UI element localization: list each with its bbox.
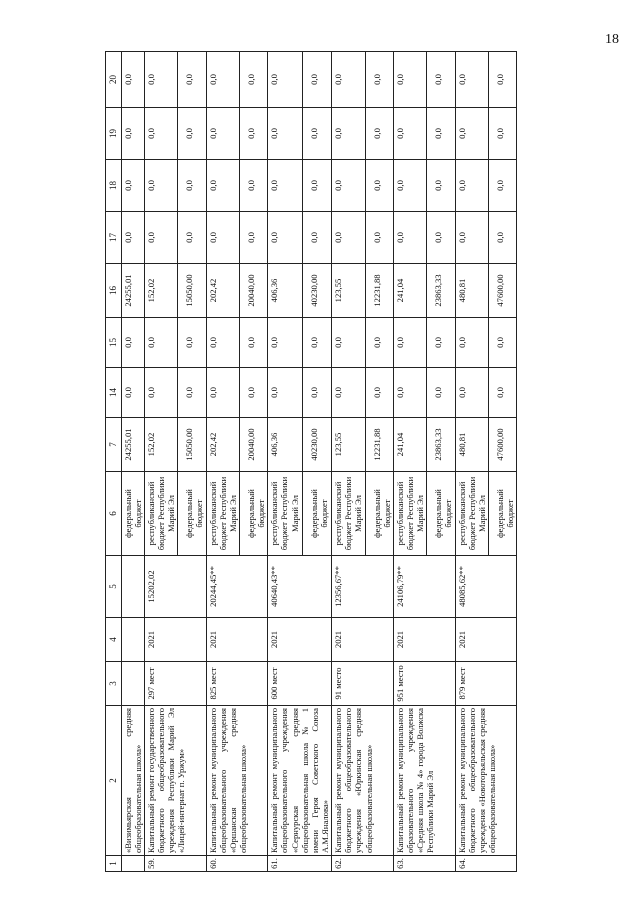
header-cell: 5	[106, 556, 122, 618]
funding-source-cell: федеральный бюджет	[121, 472, 144, 556]
value-col16-cell: 202,42	[206, 264, 239, 318]
value-col14-cell: 0,0	[393, 368, 426, 418]
year-cell: 2021	[393, 618, 455, 662]
header-cell: 6	[106, 472, 122, 556]
value-col7-cell: 15050,00	[178, 418, 206, 472]
funding-source-cell: республиканский бюджет Республики Марий Эл	[206, 472, 239, 556]
value-col7-cell: 152,02	[144, 418, 177, 472]
value-col20-cell: 0,0	[488, 52, 516, 108]
value-col7-cell: 241,04	[393, 418, 426, 472]
value-col19-cell: 0,0	[365, 108, 393, 160]
value-col17-cell: 0,0	[365, 212, 393, 264]
table-body	[121, 52, 517, 872]
funding-source-cell: республиканский бюджет Республики Марий Эл	[455, 472, 488, 556]
table-row	[206, 52, 239, 872]
cost-cell: 40640,43**	[268, 556, 332, 618]
value-col16-cell: 241,04	[393, 264, 426, 318]
funding-source-cell: республиканский бюджет Республики Марий Эл	[144, 472, 177, 556]
value-col15-cell: 0,0	[332, 318, 365, 368]
value-col19-cell: 0,0	[268, 108, 303, 160]
header-cell: 19	[106, 108, 122, 160]
table-row	[332, 52, 365, 872]
value-col14-cell: 0,0	[144, 368, 177, 418]
row-number-cell: 59.	[144, 856, 206, 872]
funding-source-cell: республиканский бюджет Республики Марий Эл	[332, 472, 365, 556]
value-col18-cell: 0,0	[178, 160, 206, 212]
value-col7-cell: 40230,00	[302, 418, 331, 472]
value-col7-cell: 406,36	[268, 418, 303, 472]
object-name-cell: Капитальный ремонт государственного бюджетного общеобразовательного учреждения Республики Марий Эл «Лицей-интернат п. Уржум»	[144, 706, 206, 856]
header-cell: 14	[106, 368, 122, 418]
value-col14-cell: 0,0	[240, 368, 268, 418]
year-cell: 2021	[144, 618, 206, 662]
value-col18-cell: 0,0	[121, 160, 144, 212]
value-col14-cell: 0,0	[427, 368, 455, 418]
funding-source-cell: республиканский бюджет Республики Марий Эл	[268, 472, 303, 556]
value-col14-cell: 0,0	[365, 368, 393, 418]
value-col17-cell: 0,0	[488, 212, 516, 264]
value-col7-cell: 202,42	[206, 418, 239, 472]
value-col15-cell: 0,0	[206, 318, 239, 368]
value-col17-cell: 0,0	[302, 212, 331, 264]
value-col17-cell: 0,0	[455, 212, 488, 264]
capacity-cell: 825 мест	[206, 662, 268, 706]
object-name-cell: Капитальный ремонт муниципального бюджетного общеобразовательного учреждения «Новоторъяльская средняя общеобразовательная школа»	[455, 706, 517, 856]
funding-source-cell: федеральный бюджет	[240, 472, 268, 556]
value-col7-cell: 12231,88	[365, 418, 393, 472]
value-col7-cell: 20040,00	[240, 418, 268, 472]
value-col19-cell: 0,0	[178, 108, 206, 160]
value-col18-cell: 0,0	[488, 160, 516, 212]
table-row	[268, 52, 303, 872]
table-row	[144, 52, 177, 872]
header-cell: 18	[106, 160, 122, 212]
value-col18-cell: 0,0	[427, 160, 455, 212]
funding-source-cell: федеральный бюджет	[178, 472, 206, 556]
value-col16-cell: 406,36	[268, 264, 303, 318]
header-cell: 16	[106, 264, 122, 318]
value-col16-cell: 480,81	[455, 264, 488, 318]
value-col20-cell: 0,0	[178, 52, 206, 108]
year-cell	[121, 618, 144, 662]
value-col17-cell: 0,0	[178, 212, 206, 264]
value-col14-cell: 0,0	[302, 368, 331, 418]
capacity-cell: 951 место	[393, 662, 455, 706]
header-cell: 7	[106, 418, 122, 472]
value-col19-cell: 0,0	[427, 108, 455, 160]
value-col7-cell: 23863,33	[427, 418, 455, 472]
value-col18-cell: 0,0	[332, 160, 365, 212]
object-name-cell: Капитальный ремонт муниципального образовательного учреждения «Средняя школа № 4» города Волжска Республики Марий Эл	[393, 706, 455, 856]
value-col18-cell: 0,0	[240, 160, 268, 212]
value-col15-cell: 0,0	[178, 318, 206, 368]
value-col19-cell: 0,0	[488, 108, 516, 160]
object-name-cell: Капитальный ремонт муниципального общеобразовательного учреждения «Оршанская средняя общеобразовательная школа»	[206, 706, 268, 856]
value-col17-cell: 0,0	[427, 212, 455, 264]
value-col19-cell: 0,0	[144, 108, 177, 160]
capacity-cell: 297 мест	[144, 662, 206, 706]
value-col15-cell: 0,0	[427, 318, 455, 368]
table-row	[393, 52, 426, 872]
value-col20-cell: 0,0	[427, 52, 455, 108]
value-col7-cell: 24255,01	[121, 418, 144, 472]
value-col16-cell: 12231,88	[365, 264, 393, 318]
object-name-cell: Капитальный ремонт муниципального общеобразовательного учреждения «Сернурская средняя общеобразовательная школа № 1 имени Героя Советского Союза А.М.Яналова»	[268, 706, 332, 856]
year-cell: 2021	[332, 618, 394, 662]
value-col17-cell: 0,0	[393, 212, 426, 264]
value-col14-cell: 0,0	[268, 368, 303, 418]
value-col15-cell: 0,0	[121, 318, 144, 368]
value-col14-cell: 0,0	[121, 368, 144, 418]
capacity-cell	[121, 662, 144, 706]
value-col16-cell: 40230,00	[302, 264, 331, 318]
value-col19-cell: 0,0	[332, 108, 365, 160]
value-col18-cell: 0,0	[268, 160, 303, 212]
value-col18-cell: 0,0	[206, 160, 239, 212]
value-col15-cell: 0,0	[488, 318, 516, 368]
value-col16-cell: 20040,00	[240, 264, 268, 318]
object-name-cell: «Визимьярская средняя общеобразовательная школа»	[121, 706, 144, 856]
capacity-cell: 879 мест	[455, 662, 517, 706]
budget-table	[105, 51, 517, 872]
object-name-cell: Капитальный ремонт муниципального бюджетного общеобразовательного учреждения «Юркинская средняя общеобразовательная школа»	[332, 706, 394, 856]
funding-source-cell: республиканский бюджет Республики Марий Эл	[393, 472, 426, 556]
funding-source-cell: федеральный бюджет	[427, 472, 455, 556]
value-col15-cell: 0,0	[455, 318, 488, 368]
value-col18-cell: 0,0	[144, 160, 177, 212]
value-col14-cell: 0,0	[455, 368, 488, 418]
cost-cell: 15202,02	[144, 556, 206, 618]
value-col16-cell: 152,02	[144, 264, 177, 318]
value-col15-cell: 0,0	[302, 318, 331, 368]
year-cell: 2021	[268, 618, 332, 662]
header-cell: 4	[106, 618, 122, 662]
value-col16-cell: 123,55	[332, 264, 365, 318]
value-col20-cell: 0,0	[268, 52, 303, 108]
table-row	[121, 52, 144, 872]
value-col17-cell: 0,0	[240, 212, 268, 264]
value-col16-cell: 47600,00	[488, 264, 516, 318]
page-number: 18	[605, 32, 619, 47]
value-col19-cell: 0,0	[455, 108, 488, 160]
table-row	[455, 52, 488, 872]
value-col20-cell: 0,0	[144, 52, 177, 108]
row-number-cell: 61.	[268, 856, 332, 872]
header-cell: 20	[106, 52, 122, 108]
value-col16-cell: 23863,33	[427, 264, 455, 318]
value-col14-cell: 0,0	[206, 368, 239, 418]
value-col18-cell: 0,0	[302, 160, 331, 212]
cost-cell	[121, 556, 144, 618]
header-row	[106, 52, 122, 872]
value-col20-cell: 0,0	[240, 52, 268, 108]
rotated-table-container	[105, 52, 605, 872]
value-col15-cell: 0,0	[393, 318, 426, 368]
value-col17-cell: 0,0	[121, 212, 144, 264]
value-col17-cell: 0,0	[206, 212, 239, 264]
funding-source-cell: федеральный бюджет	[302, 472, 331, 556]
cost-cell: 24106,79**	[393, 556, 455, 618]
value-col14-cell: 0,0	[332, 368, 365, 418]
value-col17-cell: 0,0	[268, 212, 303, 264]
value-col20-cell: 0,0	[393, 52, 426, 108]
value-col20-cell: 0,0	[332, 52, 365, 108]
year-cell: 2021	[206, 618, 268, 662]
value-col14-cell: 0,0	[178, 368, 206, 418]
header-cell: 2	[106, 706, 122, 856]
value-col14-cell: 0,0	[488, 368, 516, 418]
header-cell: 15	[106, 318, 122, 368]
value-col15-cell: 0,0	[240, 318, 268, 368]
value-col19-cell: 0,0	[240, 108, 268, 160]
row-number-cell: 62.	[332, 856, 394, 872]
value-col16-cell: 15050,00	[178, 264, 206, 318]
header-cell: 3	[106, 662, 122, 706]
year-cell: 2021	[455, 618, 517, 662]
value-col7-cell: 480,81	[455, 418, 488, 472]
funding-source-cell: федеральный бюджет	[365, 472, 393, 556]
value-col20-cell: 0,0	[302, 52, 331, 108]
value-col18-cell: 0,0	[455, 160, 488, 212]
row-number-cell: 60.	[206, 856, 268, 872]
value-col20-cell: 0,0	[206, 52, 239, 108]
header-cell: 17	[106, 212, 122, 264]
value-col16-cell: 24255,01	[121, 264, 144, 318]
capacity-cell: 91 место	[332, 662, 394, 706]
value-col18-cell: 0,0	[393, 160, 426, 212]
value-col20-cell: 0,0	[365, 52, 393, 108]
value-col17-cell: 0,0	[332, 212, 365, 264]
value-col20-cell: 0,0	[455, 52, 488, 108]
cost-cell: 12356,67**	[332, 556, 394, 618]
cost-cell: 20244,45**	[206, 556, 268, 618]
row-number-cell: 64.	[455, 856, 517, 872]
value-col15-cell: 0,0	[144, 318, 177, 368]
header-cell: 1	[106, 856, 122, 872]
value-col19-cell: 0,0	[393, 108, 426, 160]
value-col15-cell: 0,0	[365, 318, 393, 368]
value-col19-cell: 0,0	[121, 108, 144, 160]
row-number-cell	[121, 856, 144, 872]
value-col19-cell: 0,0	[206, 108, 239, 160]
value-col18-cell: 0,0	[365, 160, 393, 212]
value-col17-cell: 0,0	[144, 212, 177, 264]
capacity-cell: 600 мест	[268, 662, 332, 706]
value-col15-cell: 0,0	[268, 318, 303, 368]
value-col7-cell: 47600,00	[488, 418, 516, 472]
value-col19-cell: 0,0	[302, 108, 331, 160]
cost-cell: 48085,62**	[455, 556, 517, 618]
value-col7-cell: 123,55	[332, 418, 365, 472]
row-number-cell: 63.	[393, 856, 455, 872]
value-col20-cell: 0,0	[121, 52, 144, 108]
funding-source-cell: федеральный бюджет	[488, 472, 516, 556]
